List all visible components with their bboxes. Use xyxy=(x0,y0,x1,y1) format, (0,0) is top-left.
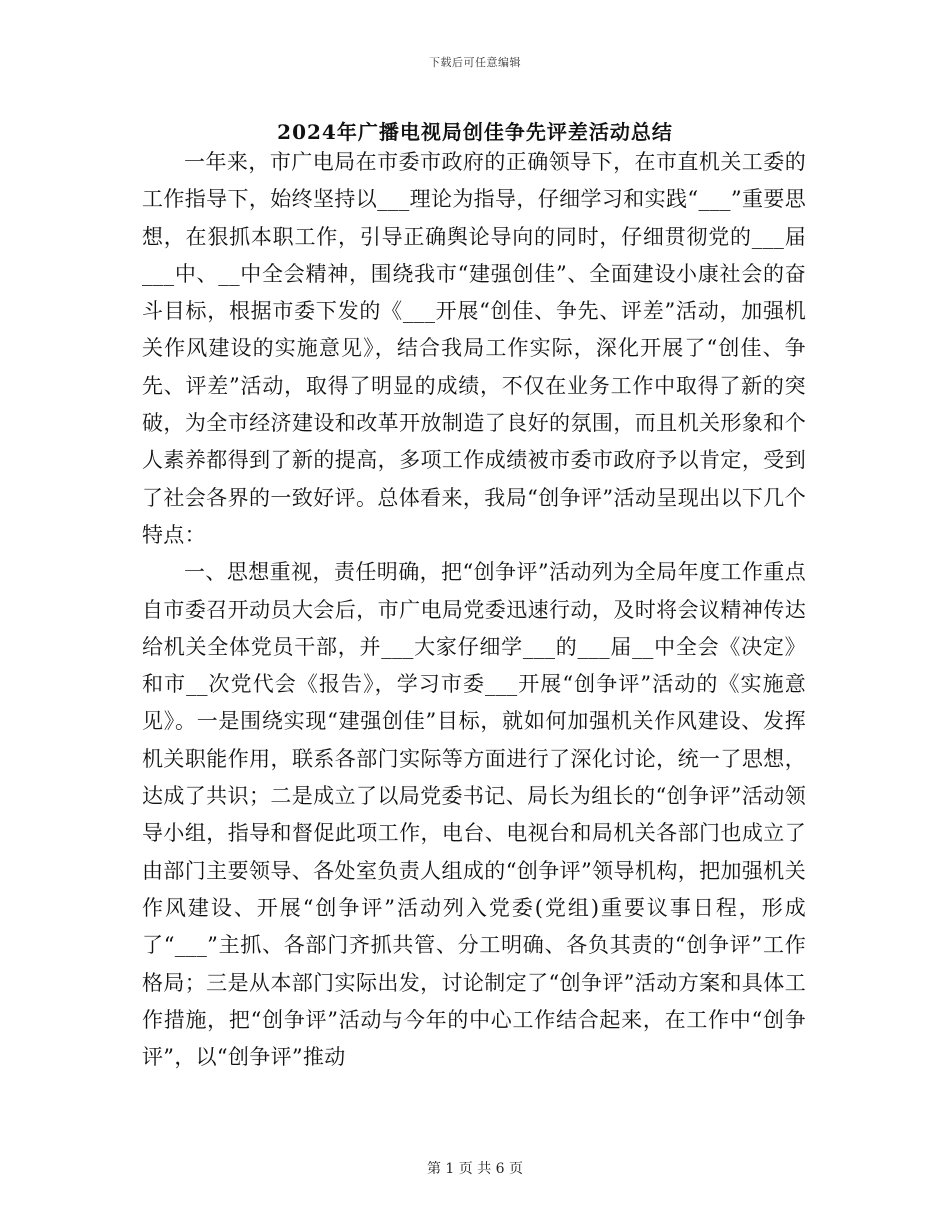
page-header-note: 下载后可任意编辑 xyxy=(429,56,521,69)
paragraph-section-1: 一、思想重视，责任明确，把“创争评”活动列为全局年度工作重点 自市委召开动员大会后，市广电局党委迅速行动，及时将会议精神传达给机关全体党员干部，并___大家仔细学___的___届__中全会《决定》和市__次党代会《报告》，学习市委___开展“创争评”活动的《实施意见》。一是围绕实现“建强创佳”目标，就如何加强机关作风建设、发挥机关职能作用，联系各部门实际等方面进行了深化讨论，统一了思想，达成了共识；二是成立了以局党委书记、局长为组长的“创争评”活动领导小组，指导和督促此项工作，电台、电视台和局机关各部门也成立了由部门主要领导、各处室负责人组成的“创争评”领导机构，把加强机关作风建设、开展“创争评”活动列入党委(党组)重要议事日程，形成了“___”主抓、各部门齐抓共管、分工明确、各负其责的“创争评”工作格局；三是从本部门实际出发，讨论制定了“创争评”活动方案和具体工作措施，把“创争评”活动与今年的中心工作结合起来，在工作中“创争评”，以“创争评”推动 xyxy=(142,560,828,1070)
paragraph-intro: 一年来，市广电局在市委市政府的正确领导下，在市直机关工委的工作指导下，始终坚持以___理论为指导，仔细学习和实践“___”重要思想，在狠抓本职工作，引导正确舆论导向的同时，仔细贯彻党的___届___中、__中全会精神，围绕我市“建强创佳”、全面建设小康社会的奋斗目标，根据市委下发的《___开展“创佳、争先、评差”活动，加强机关作风建设的实施意见》，结合我局工作实际，深化开展了“创佳、争先、评差”活动，取得了明显的成绩，不仅在业务工作中取得了新的突破，为全市经济建设和改革开放制造了良好的氛围，而且机关形象和个人素养都得到了新的提高，多项工作成绩被市委市政府予以肯定，受到了社会各界的一致好评。总体看来，我局“创争评”活动呈现出以下几个特点： xyxy=(142,150,807,547)
page-footer-number: 第 1 页 共 6 页 xyxy=(426,1161,524,1177)
document-title: 2024年广播电视局创佳争先评差活动总结 xyxy=(277,120,673,144)
document-body xyxy=(142,144,828,1076)
